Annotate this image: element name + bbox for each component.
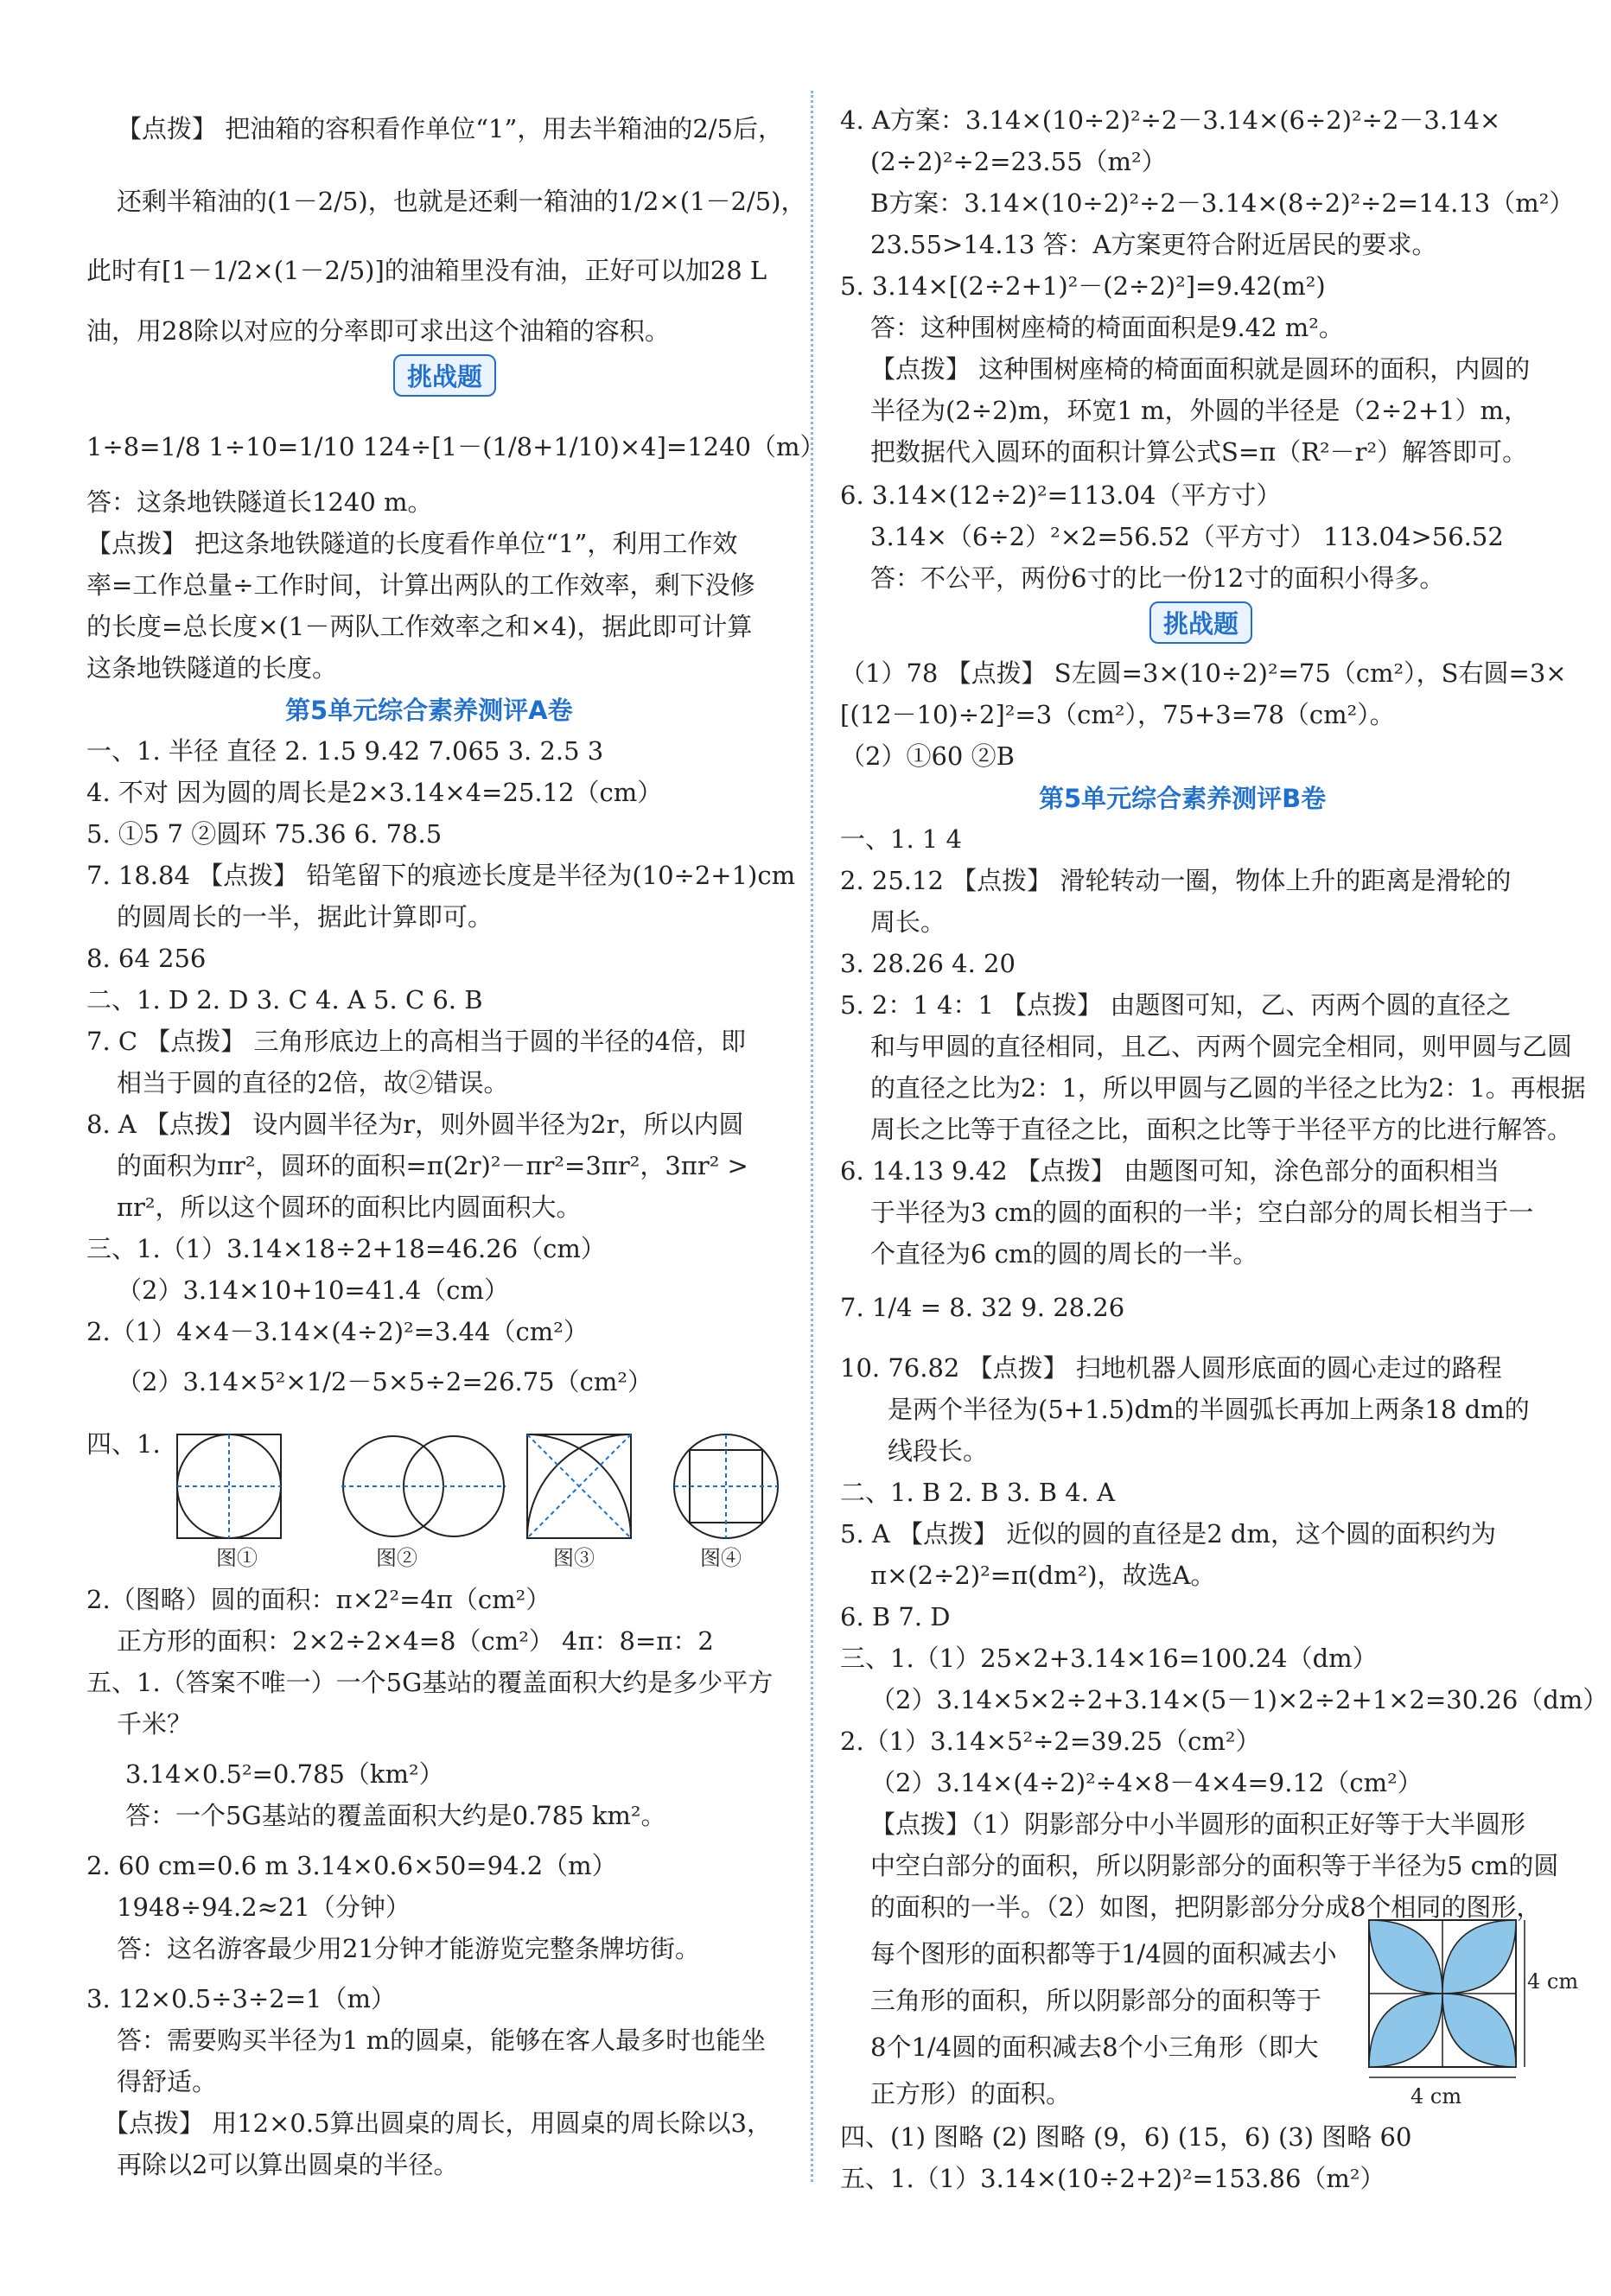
a-line-6: 8. 64 256 [86, 944, 207, 973]
r-line-14: [(12－10)÷2]²=3（cm²），75+3=78（cm²）。 [840, 700, 1395, 729]
b-line-29: 8个1/4圆的面积减去8个小三角形（即大 [870, 2032, 1319, 2062]
a-line-24: 2. 60 cm=0.6 m 3.14×0.6×50=94.2（m） [86, 1851, 617, 1880]
b-line-8: 周长之比等于直径之比，面积之比等于半径平方的比进行解答。 [870, 1115, 1573, 1144]
b-line-30: 正方形）的面积。 [870, 2079, 1072, 2108]
b-line-5: 5. 2：1 4：1 【点拨】 由题图可知，乙、丙两个圆的直径之 [840, 990, 1512, 1020]
b-line-18: π×(2÷2)²=π(dm²)，故选A。 [870, 1561, 1216, 1590]
a-line-1: 一、1. 半径 直径 2. 1.5 9.42 7.065 3. 2.5 3 [86, 736, 604, 766]
a-line-12: πr²，所以这个圆环的面积比内圆面积大。 [117, 1193, 582, 1222]
a-line-2: 4. 不对 因为圆的周长是2×3.14×4=25.12（cm） [86, 778, 663, 807]
r-line-9: 把数据代入圆环的面积计算公式S=π（R²－r²）解答即可。 [870, 437, 1528, 467]
b-line-23: （2）3.14×(4÷2)²÷4×8－4×4=9.12（cm²） [870, 1768, 1423, 1797]
a-line-10: 8. A 【点拨】 设内圆半径为r，则外圆半径为2r，所以内圆 [86, 1110, 744, 1139]
a-line-19: 正方形的面积：2×2÷2×4=8（cm²） 4π：8=π：2 [117, 1626, 714, 1656]
a-line-9: 相当于圆的直径的2倍，故②错误。 [117, 1068, 509, 1097]
b-line-13: 10. 76.82 【点拨】 扫地机器人圆形底面的圆心走过的路程 [840, 1353, 1502, 1383]
challenge-badge-left: 挑战题 [393, 354, 496, 397]
petal-figure [1360, 1911, 1533, 2084]
dim-bottom-label: 4 cm [1410, 2084, 1462, 2108]
tunnel-tip-3: 的长度=总长度×(1－两队工作效率之和×4)，据此即可计算 [86, 612, 753, 641]
b-line-19: 6. B 7. D [840, 1602, 951, 1631]
b-line-9: 6. 14.13 9.42 【点拨】 由题图可知，涂色部分的面积相当 [840, 1156, 1500, 1186]
dim-right-label: 4 cm [1527, 1969, 1579, 1994]
b-line-3: 周长。 [870, 907, 946, 937]
r-line-13: （1）78 【点拨】 S左圆=3×(10÷2)²=75（cm²），S右圆=3× [840, 658, 1567, 688]
b-line-21: （2）3.14×5×2÷2+3.14×(5－1)×2÷2+1×2=30.26（dm） [870, 1685, 1608, 1714]
b-line-16: 二、1. B 2. B 3. B 4. A [840, 1478, 1116, 1507]
tunnel-formula: 1÷8=1/8 1÷10=1/10 124÷[1－(1/8+1/10)×4]=1240（m） [86, 432, 825, 461]
tunnel-tip-2: 率=工作总量÷工作时间，计算出两队的工作效率，剩下没修 [86, 570, 755, 600]
r-line-10: 6. 3.14×(12÷2)²=113.04（平方寸） [840, 480, 1282, 510]
a-line-22: 3.14×0.5²=0.785（km²） [125, 1759, 444, 1789]
a-line-18: 2.（图略）圆的面积：π×2²=4π（cm²） [86, 1585, 551, 1614]
b-line-6: 和与甲圆的直径相同，且乙、丙两个圆完全相同，则甲圆与乙圆 [870, 1032, 1573, 1061]
b-line-1: 一、1. 1 4 [840, 824, 963, 854]
tunnel-tip-1: 【点拨】 把这条地铁隧道的长度看作单位“1”，利用工作效 [86, 529, 738, 558]
b-line-31: 四、(1) 图略 (2) 图略 (9，6) (15，6) (3) 图略 60 [840, 2122, 1412, 2152]
column-divider [811, 91, 813, 2182]
b-line-28: 三角形的面积，所以阴影部分的面积等于 [870, 1986, 1322, 2015]
b-line-22: 2.（1）3.14×5²÷2=39.25（cm²） [840, 1727, 1261, 1756]
b-line-11: 个直径为6 cm的圆的周长的一半。 [870, 1239, 1258, 1269]
r-line-1: 4. A方案：3.14×(10÷2)²÷2－3.14×(6÷2)²÷2－3.14× [840, 105, 1501, 135]
r-line-3: B方案：3.14×(10÷2)²÷2－3.14×(8÷2)²÷2=14.13（m²） [870, 188, 1575, 218]
a-line-27: 3. 12×0.5÷3÷2=1（m） [86, 1984, 396, 2013]
a-line-30: 【点拨】 用12×0.5算出圆桌的周长，用圆桌的周长除以3， [104, 2108, 772, 2138]
tip-oil-3: 此时有[1－1/2×(1－2/5)]的油箱里没有油，正好可以加28 L [86, 256, 767, 285]
r-line-6: 答：这种围树座椅的椅面面积是9.42 m²。 [870, 313, 1344, 342]
b-line-20: 三、1.（1）25×2+3.14×16=100.24（dm） [840, 1644, 1378, 1673]
r-line-12: 答：不公平，两份6寸的比一份12寸的面积小得多。 [870, 563, 1445, 593]
tunnel-tip-4: 这条地铁隧道的长度。 [86, 653, 338, 683]
a-line-13: 三、1.（1）3.14×18÷2+18=46.26（cm） [86, 1234, 606, 1263]
a-line-23: 答：一个5G基站的覆盖面积大约是0.785 km²。 [125, 1801, 666, 1830]
r-line-8: 半径为(2÷2)m，环宽1 m，外圆的半径是（2÷2+1）m， [870, 396, 1529, 425]
tip-oil-1: 【点拨】 把油箱的容积看作单位“1”，用去半箱油的2/5后， [117, 114, 783, 143]
tunnel-answer: 答：这条地铁隧道长1240 m。 [86, 487, 433, 517]
a-line-5: 的圆周长的一半，据此计算即可。 [117, 902, 493, 932]
b-line-25: 中空白部分的面积，所以阴影部分的面积等于半径为5 cm的圆 [870, 1851, 1559, 1880]
b-line-2: 2. 25.12 【点拨】 滑轮转动一圈，物体上升的距离是滑轮的 [840, 866, 1512, 895]
tip-oil-4: 油，用28除以对应的分率即可求出这个油箱的容积。 [86, 316, 670, 346]
b-line-17: 5. A 【点拨】 近似的圆的直径是2 dm，这个圆的面积约为 [840, 1519, 1496, 1549]
a-line-28: 答：需要购买半径为1 m的圆桌，能够在客人最多时也能坐 [117, 2026, 767, 2055]
heading-unit5-a: 第5单元综合素养测评A卷 [285, 696, 573, 725]
b-line-10: 于半径为3 cm的圆的面积的一半；空白部分的周长相当于一 [870, 1198, 1534, 1227]
tip-oil-2: 还剩半箱油的(1－2/5)，也就是还剩一箱油的1/2×(1－2/5)， [117, 187, 806, 216]
challenge-badge-right: 挑战题 [1149, 601, 1252, 644]
b-line-15: 线段长。 [888, 1436, 989, 1466]
a-line-20: 五、1.（答案不唯一）一个5G基站的覆盖面积大约是多少平方 [86, 1668, 774, 1697]
b-line-4: 3. 28.26 4. 20 [840, 949, 1016, 978]
a-line-7: 二、1. D 2. D 3. C 4. A 5. C 6. B [86, 985, 483, 1014]
a-line-15: 2.（1）4×4－3.14×(4÷2)²=3.44（cm²） [86, 1317, 589, 1346]
a-line-17: 四、1. [86, 1429, 161, 1459]
a-line-31: 再除以2可以算出圆桌的半径。 [117, 2150, 459, 2179]
b-line-26: 的面积的一半。（2）如图，把阴影部分分成8个相同的图形， [870, 1892, 1542, 1922]
fig4-label: 图④ [700, 1546, 742, 1570]
a-line-8: 7. C 【点拨】 三角形底边上的高相当于圆的半径的4倍，即 [86, 1027, 746, 1056]
b-line-27: 每个图形的面积都等于1/4圆的面积减去小 [870, 1939, 1337, 1968]
r-line-7: 【点拨】 这种围树座椅的椅面面积就是圆环的面积，内圆的 [870, 354, 1531, 384]
fig3-label: 图③ [553, 1546, 595, 1570]
b-line-14: 是两个半径为(5+1.5)dm的半圆弧长再加上两条18 dm的 [888, 1395, 1530, 1424]
b-line-24: 【点拨】（1）阴影部分中小半圆形的面积正好等于大半圆形 [870, 1809, 1525, 1839]
fig1-label: 图① [216, 1546, 258, 1570]
b-line-32: 五、1.（1）3.14×(10÷2+2)²=153.86（m²） [840, 2164, 1385, 2193]
r-line-2: (2÷2)²÷2=23.55（m²） [870, 147, 1167, 176]
a-line-25: 1948÷94.2≈21（分钟） [117, 1892, 411, 1922]
r-line-4: 23.55>14.13 答：A方案更符合附近居民的要求。 [870, 230, 1437, 259]
b-line-7: 的直径之比为2：1，所以甲圆与乙圆的半径之比为2：1。再根据 [870, 1073, 1586, 1103]
a-line-29: 得舒适。 [117, 2067, 218, 2096]
a-line-4: 7. 18.84 【点拨】 铅笔留下的痕迹长度是半径为(10÷2+1)cm [86, 861, 796, 890]
a-line-26: 答：这名游客最少用21分钟才能游览完整条牌坊街。 [117, 1934, 700, 1963]
a-line-16: （2）3.14×5²×1/2－5×5÷2=26.75（cm²） [117, 1367, 653, 1396]
a-line-21: 千米？ [117, 1709, 193, 1739]
a-line-3: 5. ①5 7 ②圆环 75.36 6. 78.5 [86, 819, 443, 849]
r-line-11: 3.14×（6÷2）²×2=56.52（平方寸） 113.04>56.52 [870, 522, 1504, 551]
a-line-14: （2）3.14×10+10=41.4（cm） [117, 1275, 510, 1305]
a-line-11: 的面积为πr²，圆环的面积=π(2r)²－πr²=3πr²，3πr² > [117, 1151, 748, 1180]
r-line-15: （2）①60 ②B [840, 741, 1015, 771]
b-line-12: 7. 1/4 = 8. 32 9. 28.26 [840, 1293, 1125, 1322]
r-line-5: 5. 3.14×[(2÷2+1)²－(2÷2)²]=9.42(m²) [840, 271, 1326, 301]
circle-figures [164, 1426, 821, 1555]
heading-unit5-b: 第5单元综合素养测评B卷 [1039, 784, 1327, 813]
fig2-label: 图② [376, 1546, 417, 1570]
